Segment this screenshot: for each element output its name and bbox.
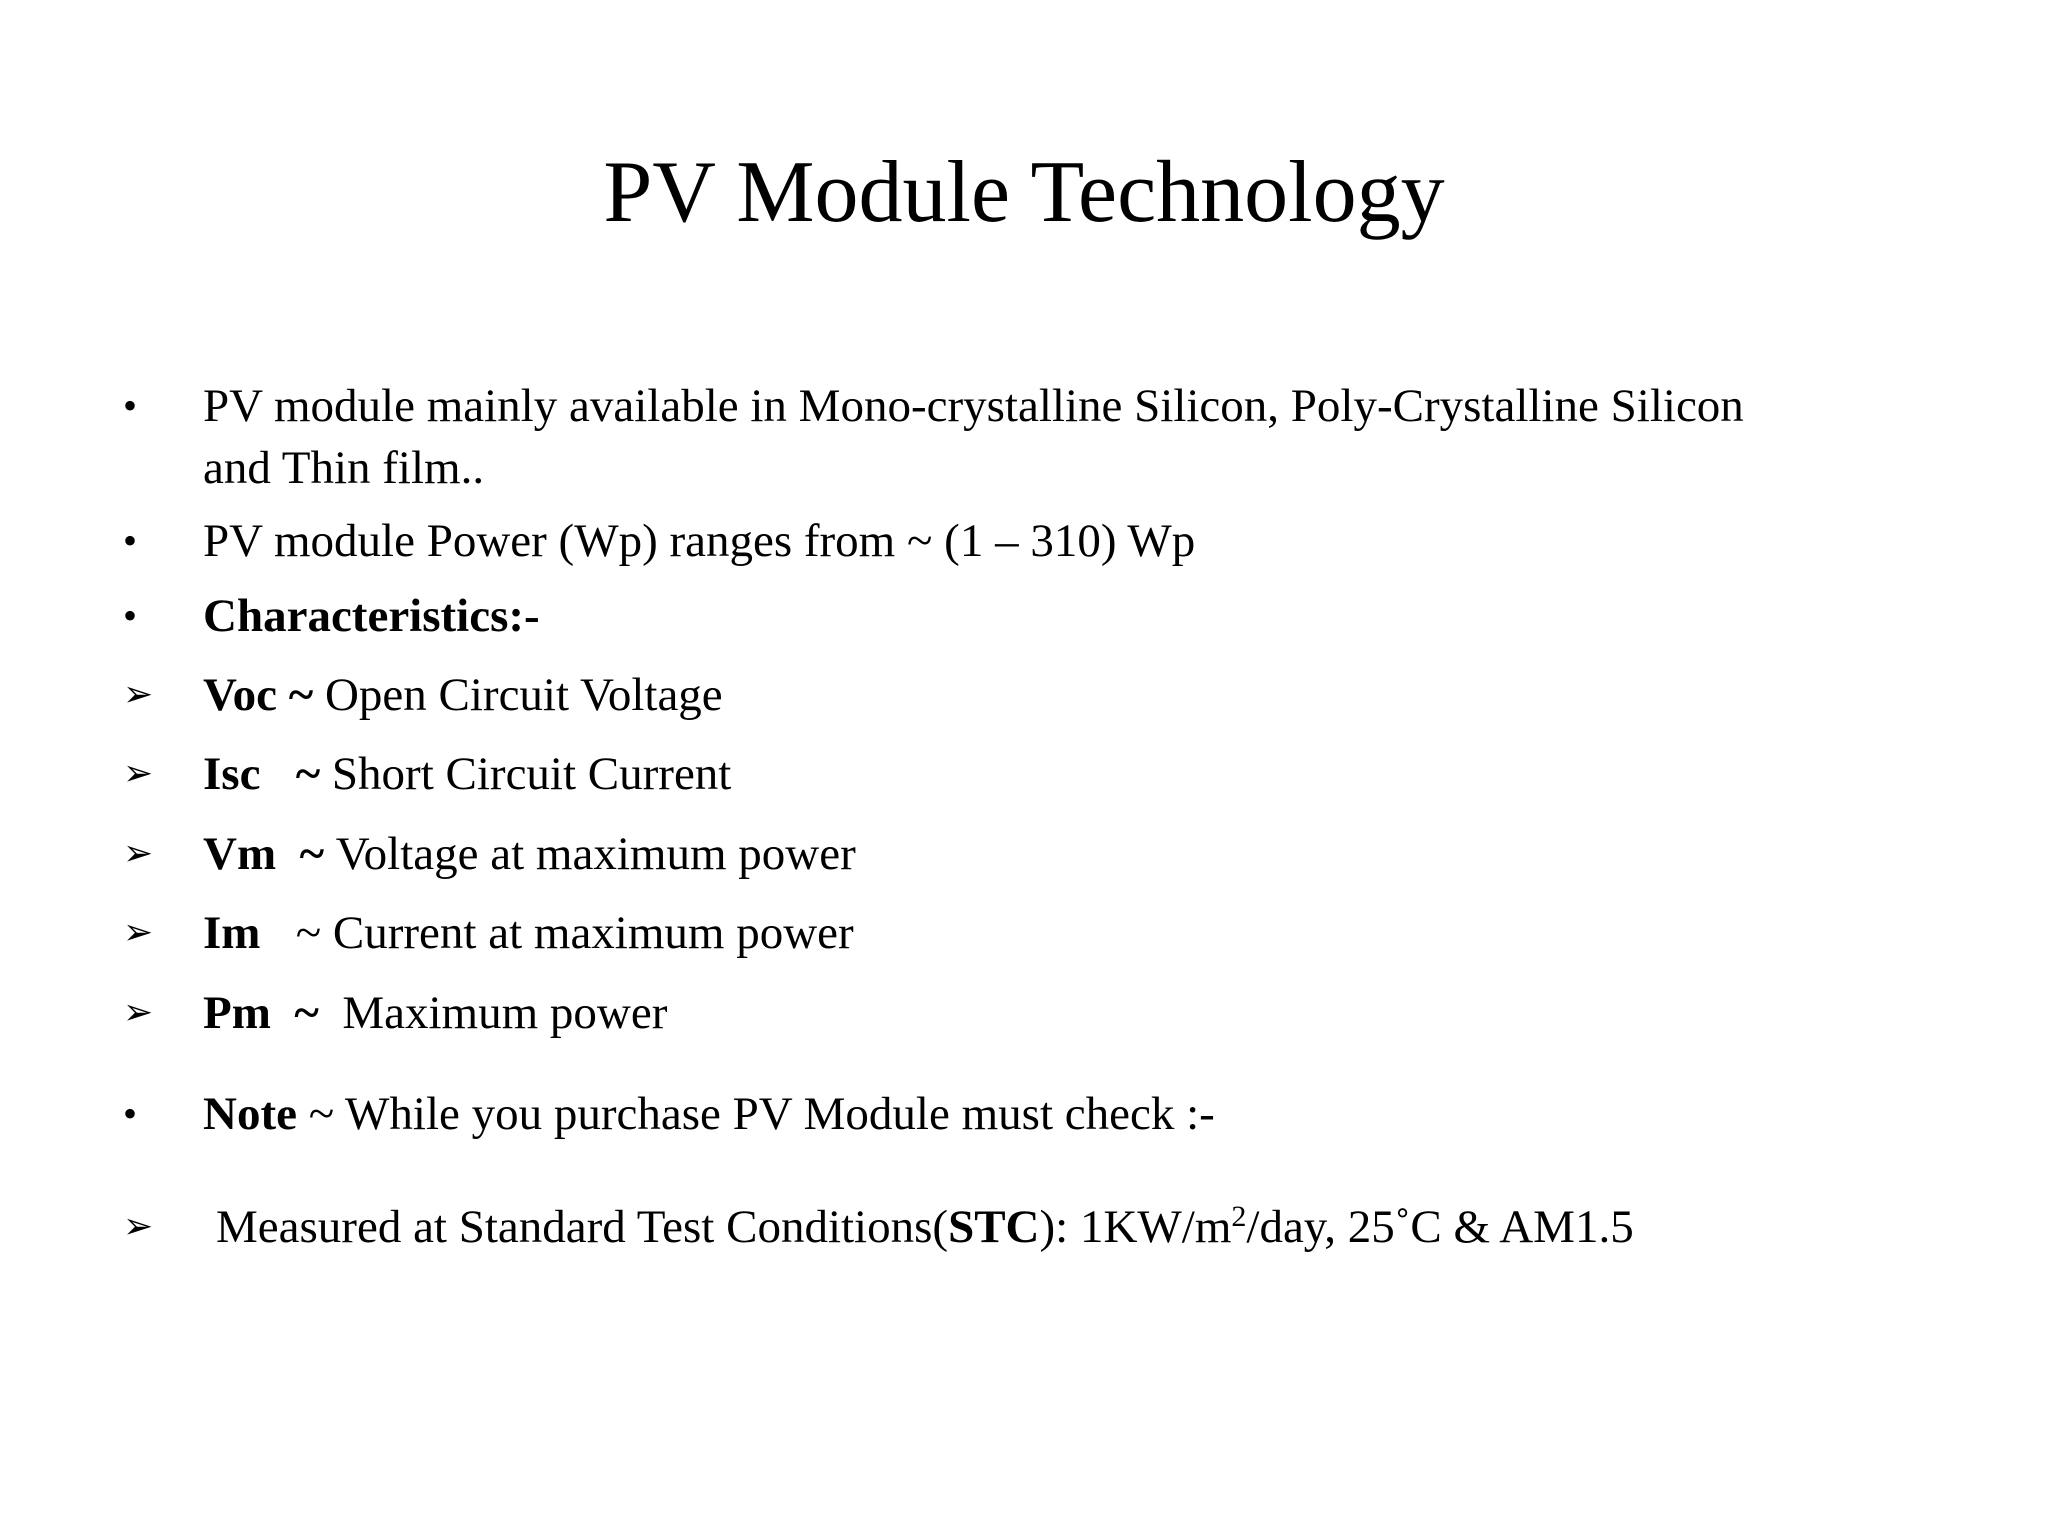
list-item-text: and Thin film.. — [203, 442, 485, 494]
term-im: Im — [203, 907, 261, 959]
note-label: Note — [203, 1088, 297, 1140]
bullet-icon: • — [123, 1091, 138, 1136]
stc-suffix: /day, 25˚C & AM1.5 — [1246, 1201, 1634, 1253]
term-separator: ~ — [260, 748, 332, 800]
term-description: Short Circuit Current — [331, 748, 732, 800]
arrow-bullet-icon: ➢ — [123, 1206, 154, 1247]
stc-prefix: Measured at Standard Test Conditions( — [216, 1201, 949, 1253]
term-description: Open Circuit Voltage — [324, 669, 723, 721]
list-item-text: PV module mainly available in Mono-crystalline Silicon, Poly-Crystalline Silicon — [203, 380, 1744, 432]
term-description: Maximum power — [342, 987, 668, 1039]
bullet-icon: • — [123, 593, 138, 638]
stc-superscript: 2 — [1231, 1200, 1247, 1233]
bullet-icon: • — [123, 383, 138, 428]
arrow-bullet-icon: ➢ — [123, 833, 154, 874]
arrow-bullet-icon: ➢ — [123, 674, 154, 715]
characteristics-heading: Characteristics:- — [203, 590, 540, 642]
arrow-bullet-icon: ➢ — [123, 912, 154, 953]
term-pm: Pm — [203, 987, 271, 1039]
term-separator: ~ — [276, 828, 336, 880]
bullet-icon: • — [123, 518, 138, 563]
list-item-text: PV module Power (Wp) ranges from ~ (1 – 310) Wp — [203, 515, 1196, 567]
term-separator: ~ — [270, 987, 343, 1039]
term-voc: Voc — [203, 669, 277, 721]
term-separator: ~ — [277, 669, 325, 721]
term-description: Voltage at maximum power — [335, 828, 856, 880]
arrow-bullet-icon: ➢ — [123, 992, 154, 1033]
term-isc: Isc — [203, 748, 261, 800]
stc-irradiance: ): 1KW/m — [1039, 1201, 1232, 1253]
note-text: ~ While you purchase PV Module must check :- — [296, 1088, 1215, 1140]
slide-title: PV Module Technology — [603, 144, 1445, 241]
arrow-bullet-icon: ➢ — [123, 753, 154, 794]
term-separator: ~ — [260, 907, 333, 959]
stc-abbreviation: STC — [948, 1201, 1040, 1253]
term-vm: Vm — [203, 828, 277, 880]
term-description: Current at maximum power — [332, 907, 854, 959]
